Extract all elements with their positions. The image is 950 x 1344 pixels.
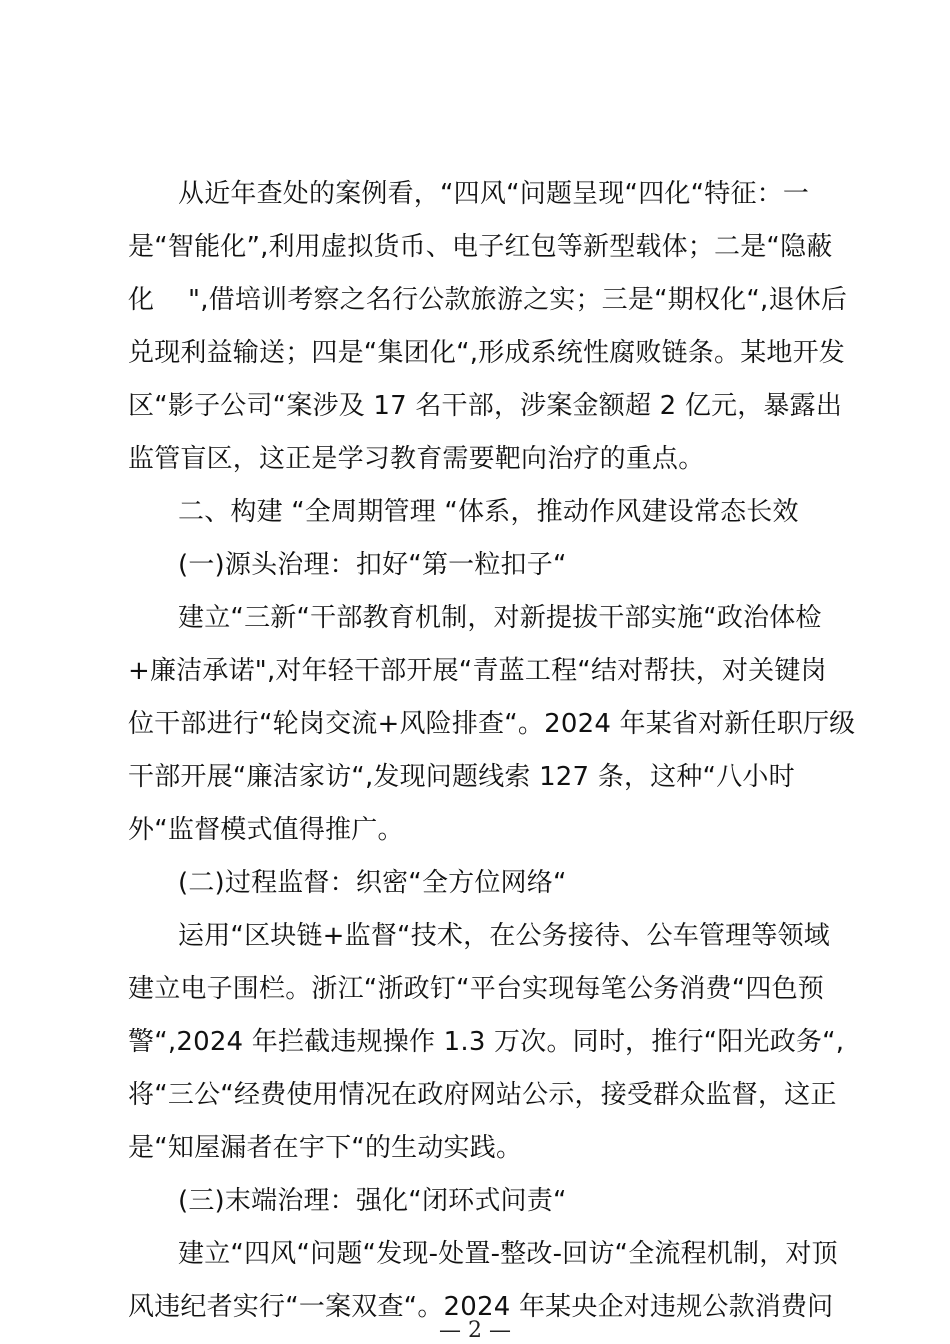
paragraph-line: 警“,2024 年拦截违规操作 1.3 万次。同时，推行“阳光政务“, xyxy=(128,1027,845,1057)
paragraph-line: 化 ",借培训考察之名行公款旅游之实；三是“期权化“,退休后 xyxy=(128,285,848,315)
paragraph-line: 风违纪者实行“一案双查“。2024 年某央企对违规公款消费问 xyxy=(128,1292,834,1322)
paragraph-line: 兑现利益输送；四是“集团化“,形成系统性腐败链条。某地开发 xyxy=(128,338,846,368)
section-heading: 二、构建 “全周期管理 “体系，推动作风建设常态长效 xyxy=(178,497,799,527)
paragraph-line: 外“监督模式值得推广。 xyxy=(128,815,404,845)
paragraph-line: 运用“区块链+监督“技术，在公务接待、公车管理等领域 xyxy=(178,921,830,951)
paragraph-line: 监管盲区，这正是学习教育需要靶向治疗的重点。 xyxy=(128,444,705,474)
paragraph-line: 从近年查处的案例看，“四风“问题呈现“四化“特征：一 xyxy=(178,179,810,209)
body-text xyxy=(128,168,856,1334)
subsection-heading: (一)源头治理：扣好“第一粒扣子“ xyxy=(178,550,567,580)
paragraph-line: +廉洁承诺",对年轻干部开展“青蓝工程“结对帮扶，对关键岗 xyxy=(128,656,827,686)
paragraph-line: 将“三公“经费使用情况在政府网站公示，接受群众监督，这正 xyxy=(128,1080,837,1110)
paragraph-line: 建立电子围栏。浙江“浙政钉“平台实现每笔公务消费“四色预 xyxy=(128,974,825,1004)
paragraph-line: 位干部进行“轮岗交流+风险排查“。2024 年某省对新任职厅级 xyxy=(128,709,856,739)
page-number: — 2 — xyxy=(439,1318,511,1343)
paragraph-line: 是“知屋漏者在宇下“的生动实践。 xyxy=(128,1133,523,1163)
paragraph-line: 建立“四风“问题“发现-处置-整改-回访“全流程机制，对顶 xyxy=(178,1239,838,1269)
paragraph-line: 是“智能化”,利用虚拟货币、电子红包等新型载体；二是“隐蔽 xyxy=(128,232,833,262)
subsection-heading: (三)末端治理：强化“闭环式问责“ xyxy=(178,1186,567,1216)
paragraph-line: 干部开展“廉洁家访“,发现问题线索 127 条，这种“八小时 xyxy=(128,762,795,792)
paragraph-line: 建立“三新“干部教育机制，对新提拔干部实施“政治体检 xyxy=(178,603,822,633)
paragraph-line: 区“影子公司“案涉及 17 名干部，涉案金额超 2 亿元，暴露出 xyxy=(128,391,843,421)
subsection-heading: (二)过程监督：织密“全方位网络“ xyxy=(178,868,567,898)
